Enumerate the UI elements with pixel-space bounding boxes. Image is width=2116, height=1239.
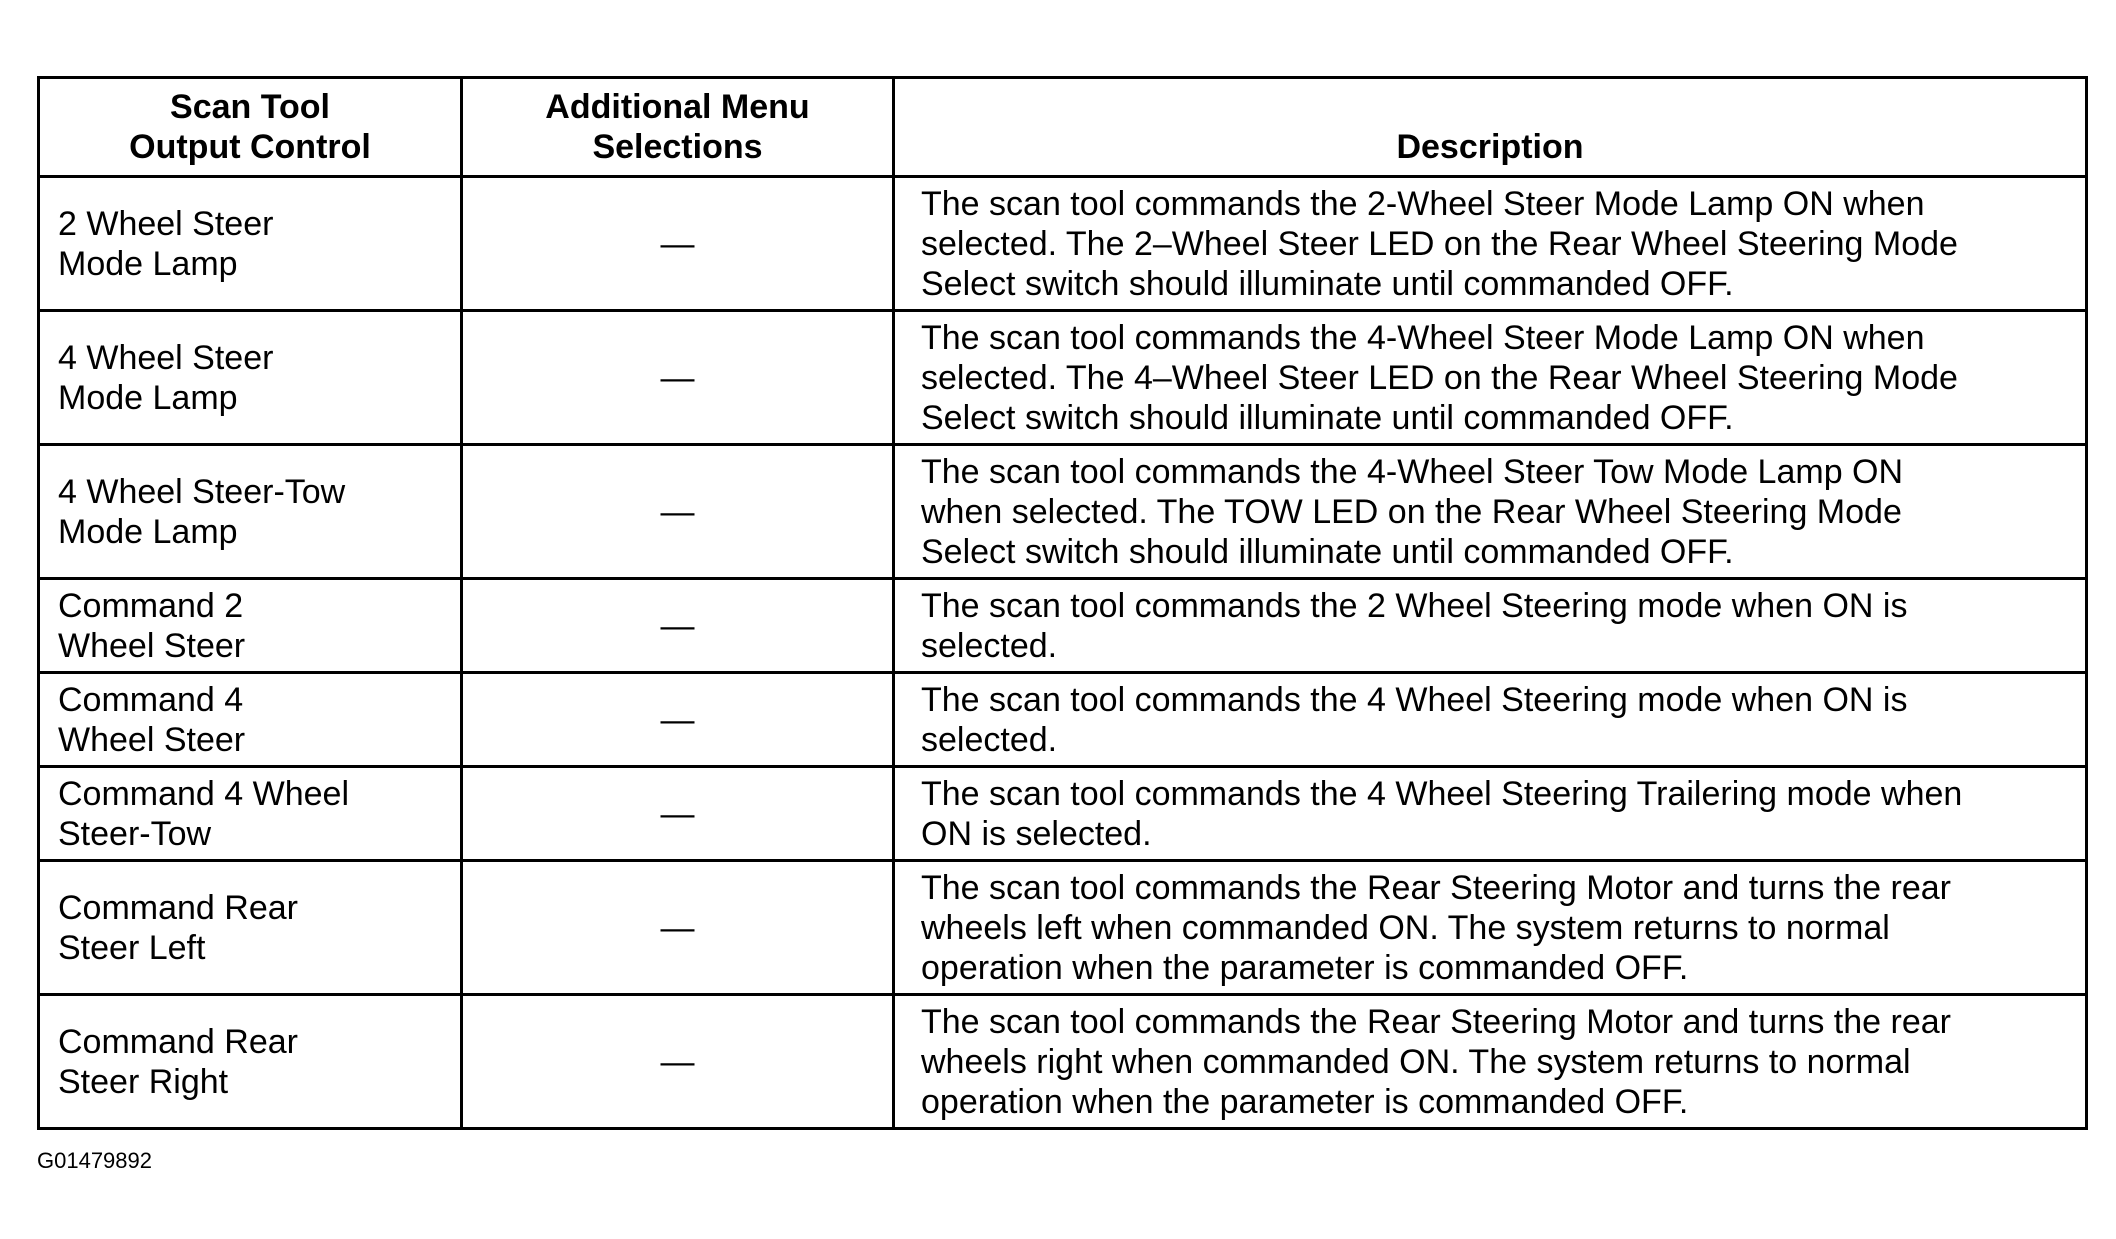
menu-selection-cell: — (462, 311, 894, 445)
output-control-line: Command 4 Wheel (58, 774, 350, 813)
menu-selection-cell: — (462, 177, 894, 311)
output-control-line: 4 Wheel Steer (58, 338, 274, 377)
description-line: selected. (921, 626, 1058, 665)
description-line: wheels right when commanded ON. The system returns to normal (921, 1042, 1911, 1081)
table-row (39, 995, 2087, 1129)
menu-selection-cell: — (462, 861, 894, 995)
output-control-line: 4 Wheel Steer-Tow (58, 472, 346, 511)
header-description: Description (894, 78, 2087, 177)
description-line: The scan tool commands the Rear Steering Motor and turns the rear (921, 868, 1951, 907)
header-additional-menu-selections (462, 78, 894, 177)
menu-selection-cell: — (462, 673, 894, 767)
output-control-line: Command Rear (58, 888, 298, 927)
header-line: Output Control (129, 128, 371, 166)
description-cell (894, 311, 2087, 445)
table-row (39, 445, 2087, 579)
output-control-cell (39, 861, 462, 995)
description-line: The scan tool commands the 2 Wheel Steering mode when ON is (921, 586, 1908, 625)
menu-selection-cell: — (462, 579, 894, 673)
output-control-line: Steer Right (58, 1062, 229, 1101)
header-line: Selections (592, 128, 763, 166)
output-control-line: Command 2 (58, 586, 244, 625)
description-cell (894, 861, 2087, 995)
table-row (39, 311, 2087, 445)
description-cell (894, 579, 2087, 673)
menu-selection-cell: — (462, 445, 894, 579)
menu-selection-cell: — (462, 767, 894, 861)
description-cell (894, 767, 2087, 861)
scan-tool-output-control-table (37, 76, 2088, 1130)
output-control-cell (39, 673, 462, 767)
header-line: Scan Tool (170, 88, 330, 126)
output-control-line: Wheel Steer (58, 626, 246, 665)
table-row (39, 177, 2087, 311)
description-cell (894, 445, 2087, 579)
description-line: The scan tool commands the 2-Wheel Steer Mode Lamp ON when (921, 184, 1925, 223)
output-control-cell (39, 767, 462, 861)
header-line: Additional Menu (545, 88, 810, 126)
figure-id-label: G01479892 (37, 1148, 152, 1173)
output-control-cell (39, 177, 462, 311)
output-control-line: Steer Left (58, 928, 206, 967)
description-line: The scan tool commands the 4-Wheel Steer Mode Lamp ON when (921, 318, 1925, 357)
description-line: The scan tool commands the Rear Steering Motor and turns the rear (921, 1002, 1951, 1041)
output-control-line: Steer-Tow (58, 814, 212, 853)
description-line: ON is selected. (921, 814, 1152, 853)
table-header-row (39, 78, 2087, 177)
table-row (39, 767, 2087, 861)
output-control-cell (39, 579, 462, 673)
description-line: when selected. The TOW LED on the Rear Wheel Steering Mode (921, 492, 1902, 531)
description-line: wheels left when commanded ON. The system returns to normal (921, 908, 1890, 947)
header-scan-tool-output-control (39, 78, 462, 177)
table-row (39, 579, 2087, 673)
description-line: selected. The 2–Wheel Steer LED on the Rear Wheel Steering Mode (921, 224, 1958, 263)
description-line: The scan tool commands the 4 Wheel Steering mode when ON is (921, 680, 1908, 719)
description-cell (894, 995, 2087, 1129)
description-cell (894, 177, 2087, 311)
description-line: The scan tool commands the 4-Wheel Steer Tow Mode Lamp ON (921, 452, 1904, 491)
description-line: selected. (921, 720, 1058, 759)
description-line: operation when the parameter is commanded OFF. (921, 948, 1689, 987)
output-control-cell (39, 311, 462, 445)
description-line: selected. The 4–Wheel Steer LED on the Rear Wheel Steering Mode (921, 358, 1958, 397)
output-control-cell (39, 995, 462, 1129)
output-control-line: Wheel Steer (58, 720, 246, 759)
table-row (39, 673, 2087, 767)
description-line: Select switch should illuminate until commanded OFF. (921, 398, 1734, 437)
output-control-line: Command 4 (58, 680, 244, 719)
output-control-cell (39, 445, 462, 579)
description-line: Select switch should illuminate until commanded OFF. (921, 532, 1734, 571)
output-control-line: Mode Lamp (58, 378, 238, 417)
description-line: operation when the parameter is commanded OFF. (921, 1082, 1689, 1121)
output-control-line: Command Rear (58, 1022, 298, 1061)
output-control-line: Mode Lamp (58, 244, 238, 283)
output-control-line: Mode Lamp (58, 512, 238, 551)
description-line: The scan tool commands the 4 Wheel Steering Trailering mode when (921, 774, 1963, 813)
menu-selection-cell: — (462, 995, 894, 1129)
table-row (39, 861, 2087, 995)
description-line: Select switch should illuminate until commanded OFF. (921, 264, 1734, 303)
output-control-line: 2 Wheel Steer (58, 204, 274, 243)
description-cell (894, 673, 2087, 767)
